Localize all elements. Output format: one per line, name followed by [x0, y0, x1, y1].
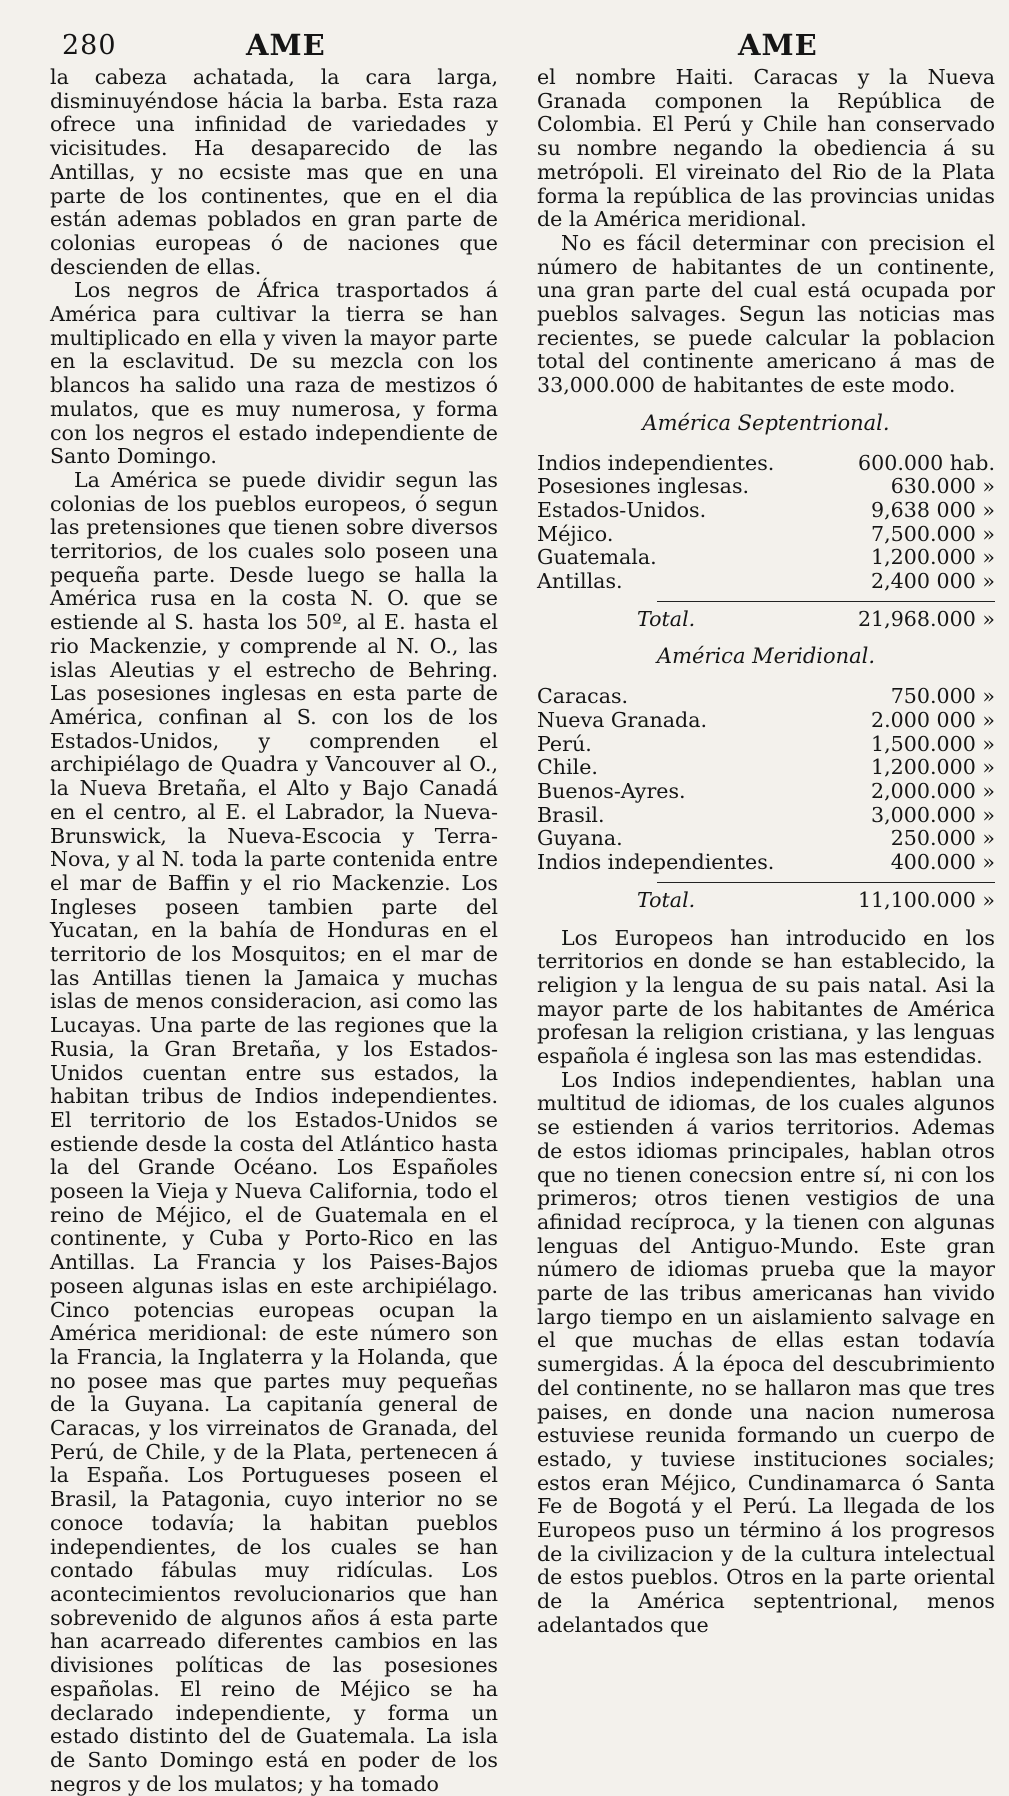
table-row	[537, 523, 995, 547]
table-row	[537, 546, 995, 570]
table-row	[537, 851, 995, 875]
paragraph-poblacion: No es fácil determinar con precision el número de habitantes de un continente, una gran parte del cual está ocupada por pueblos salvages. Segun las noticias mas recientes, se puede calcular la poblacion total del continente americano á mas de 33,000.000 de habitantes de este modo.	[537, 230, 995, 398]
table-row	[537, 733, 995, 757]
row-name: Posesiones inglesas.	[537, 474, 750, 499]
row-value: 3,000.000 »	[871, 802, 995, 827]
paragraph-division-america: La América se puede dividir segun las colonias de los pueblos europeos, ó segun las pretensiones que tienen sobre diversos territorios, de los cuales solo poseen una pequeña parte. Desde luego se halla la América rusa en la costa N. O. que se estiende al S. hasta los 50º, al E. hasta el rio Mackenzie, y comprende al N. O., las islas Aleutias y el estrecho de Behring. Las posesiones inglesas en esta parte de América, confinan al S. con los de los Estados-Unidos, y comprenden el archipiélago de Quadra y Vancouver al O., la Nueva Bretaña, el Alto y Bajo Canadá en el centro, al E. el Labrador, la Nueva-Brunswick, la Nueva-Escocia y Terra-Nova, y al N. toda la parte contenida entre el mar de Baffin y el rio Mackenzie. Los Ingleses poseen tambien parte del Yucatan, en la bahía de Honduras en el territorio de los Mosquitos; en el mar de las Antillas tienen la Jamaica y muchas islas de menos consideracion, asi como las Lucayas. Una parte de las regiones que la Rusia, la Gran Bretaña, y los Estados-Unidos cuentan entre sus estados, la habitan tribus de Indios independientes. El territorio de los Estados-Unidos se estiende desde la costa del Atlántico hasta la del Grande Océano. Los Españoles poseen la Vieja y Nueva California, todo el reino de Méjico, el de Guatemala en el continente, y Cuba y Porto-Rico en las Antillas. La Francia y los Paises-Bajos poseen algunas islas en este archipiélago. Cinco potencias europeas ocupan la América meridional: de este número son la Francia, la Inglaterra y la Holanda, que no posee mas que partes muy pequeñas de la Guyana. La capitanía general de Caracas, y los virreinatos de Granada, del Perú, de Chile, y de la Plata, pertenecen á la España. Los Portugueses poseen el Brasil, la Patagonia, cuyo interior no se conoce todavía; la habitan pueblos independientes, de los cuales se han contado fábulas muy ridículas. Los acontecimientos revolucionarios que han sobrevenido de algunos años á esta parte han acarreado diferentes cambios en las divisiones políticas de las posesiones españolas. El reino de Méjico se ha declarado independiente, y forma un estado distinto del de Guatemala. La isla de Santo Domingo está en poder de los negros y de los mulatos; y ha tomado	[50, 467, 498, 1796]
total-value: 11,100.000 »	[857, 887, 995, 912]
row-name: Brasil.	[537, 802, 605, 827]
table-row	[537, 827, 995, 851]
total-row	[537, 608, 995, 632]
table-row	[537, 452, 995, 476]
row-name: Estados-Unidos.	[537, 497, 707, 522]
table-row	[537, 709, 995, 733]
row-name: Antillas.	[537, 569, 623, 594]
table-row	[537, 475, 995, 499]
paragraph-negros: Los negros de África trasportados á América para cultivar la tierra se han multiplicado en ella y viven la mayor parte en la esclavitud. De su mezcla con los blancos ha salido una raza de mestizos ó mulatos, que es muy numerosa, y forma con los negros el estado independiente de Santo Domingo.	[50, 278, 498, 469]
row-value: 2.000 000 »	[871, 707, 995, 732]
row-value: 750.000 »	[890, 684, 995, 709]
page-number: 280	[62, 30, 117, 61]
total-value: 21,968.000 »	[857, 606, 995, 631]
population-table-septentrional	[537, 452, 995, 594]
total-label: Total.	[637, 887, 696, 912]
table-row	[537, 685, 995, 709]
row-value: 630.000 »	[890, 474, 995, 499]
running-head-left: AME	[246, 28, 326, 62]
row-value: 400.000 »	[890, 850, 995, 875]
row-value: 1,500.000 »	[871, 731, 995, 756]
row-name: Chile.	[537, 755, 598, 780]
row-name: Guatemala.	[537, 545, 657, 570]
table-row	[537, 804, 995, 828]
row-value: 2,000.000 »	[871, 778, 995, 803]
total-table-septentrional	[537, 608, 995, 632]
row-name: Indios independientes.	[537, 850, 775, 875]
row-name: Guyana.	[537, 826, 623, 851]
row-value: 9,638 000 »	[871, 497, 995, 522]
row-value: 1,200.000 »	[871, 755, 995, 780]
total-rule	[657, 882, 995, 883]
running-head-right: AME	[738, 28, 818, 62]
row-name: Perú.	[537, 731, 592, 756]
left-column	[50, 66, 498, 1796]
population-table-meridional	[537, 685, 995, 875]
total-label: Total.	[637, 606, 696, 631]
table-title-septentrional: América Septentrional.	[642, 410, 890, 435]
row-value: 600.000 hab.	[858, 450, 995, 475]
paragraph-continuation: la cabeza achatada, la cara larga, disminuyéndose hácia la barba. Esta raza ofrece una infinidad de variedades y vicisitudes. Ha desaparecido de las Antillas, y no ecsiste mas que en una parte de los continentes, que en el dia están ademas poblados en gran parte de colonias europeas ó de naciones que descienden de ellas.	[50, 65, 498, 279]
row-name: Caracas.	[537, 684, 629, 709]
paragraph-haiti: el nombre Haiti. Caracas y la Nueva Granada componen la República de Colombia. El Perú y Chile han conservado su nombre negando la obediencia á su metrópoli. El vireinato del Rio de la Plata forma la república de las provincias unidas de la América meridional.	[537, 65, 995, 232]
row-value: 1,200.000 »	[871, 545, 995, 570]
row-value: 250.000 »	[890, 826, 995, 851]
row-name: Indios independientes.	[537, 450, 775, 475]
row-value: 7,500.000 »	[871, 521, 995, 546]
right-column	[537, 66, 995, 1638]
table-title-meridional: América Meridional.	[656, 644, 876, 669]
table-row	[537, 780, 995, 804]
paragraph-idiomas: Los Indios independientes, hablan una multitud de idiomas, de los cuales algunos se estienden á varios territorios. Ademas de estos idiomas principales, hablan otros que no tienen conecsion entre sí, ni con los primeros; otros tienen vestigios de una afinidad recíproca, y la tienen con algunas lenguas del Antiguo-Mundo. Este gran número de idiomas prueba que la mayor parte de las tribus americanas han vivido largo tiempo en un aislamiento salvage en el que muchas de ellas estan todavía sumergidas. Á la época del descubrimiento del continente, no se hallaron mas que tres paises, en donde una nacion numerosa estuviese reunida formando un cuerpo de estado, y tuviese instituciones sociales; estos eran Méjico, Cundinamarca ó Santa Fe de Bogotá y el Perú. La llegada de los Europeos puso un término á los progresos de la civilizacion y de la cultura intelectual de estos pueblos. Otros en la parte oriental de la América septentrional, menos adelantados que	[537, 1067, 995, 1637]
table-row	[537, 570, 995, 594]
row-value: 2,400 000 »	[871, 569, 995, 594]
row-name: Nueva Granada.	[537, 707, 708, 732]
total-rule	[657, 601, 995, 602]
row-name: Buenos-Ayres.	[537, 778, 686, 803]
row-name: Méjico.	[537, 521, 614, 546]
total-table-meridional	[537, 889, 995, 913]
table-row	[537, 499, 995, 523]
total-row	[537, 889, 995, 913]
paragraph-religion: Los Europeos han introducido en los territorios en donde se han establecido, la religion y la lengua de su pais natal. Asi la mayor parte de los habitantes de América profesan la religion cristiana, y las lenguas española é inglesa son las mas estendidas.	[537, 925, 995, 1069]
table-row	[537, 756, 995, 780]
